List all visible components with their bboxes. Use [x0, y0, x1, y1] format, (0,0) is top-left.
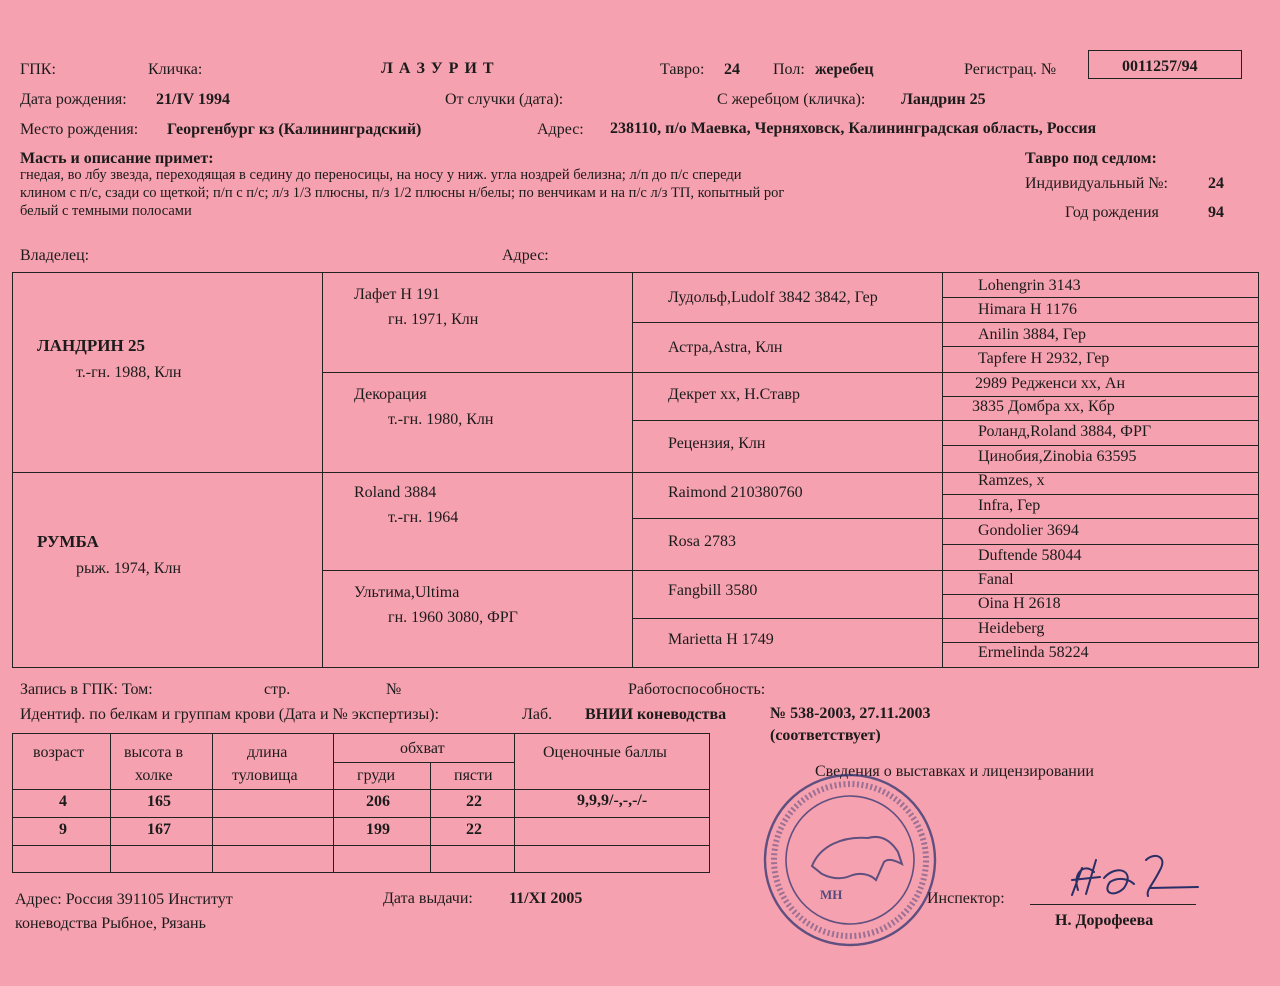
gen4-name: Himara H 1176 — [978, 301, 1077, 318]
horse-name: Л А З У Р И Т — [381, 60, 495, 77]
cell-height: 167 — [147, 821, 171, 838]
expertise-number: № 538-2003, 27.11.2003 — [770, 705, 931, 722]
breeding-date-label: От случки (дата): — [445, 91, 564, 108]
gen3-name: Fangbill 3580 — [668, 582, 758, 599]
gpk-record-label: Запись в ГПК: Том: — [20, 681, 153, 698]
measurements-divider — [12, 789, 710, 790]
pedigree-divider — [322, 272, 323, 668]
address-label: Адрес: — [537, 121, 584, 138]
issue-date: 11/XI 2005 — [509, 890, 583, 907]
gen2-info: гн. 1971, Клн — [388, 311, 479, 328]
pedigree-divider — [942, 642, 1259, 643]
measurements-divider — [333, 762, 514, 763]
signature-line — [1030, 904, 1196, 905]
pedigree-divider — [942, 346, 1259, 347]
owner-label: Владелец: — [20, 247, 90, 264]
issue-date-label: Дата выдачи: — [383, 890, 473, 907]
measurements-divider — [12, 845, 710, 846]
birth-year: 94 — [1208, 204, 1224, 221]
description-title: Масть и описание примет: — [20, 150, 214, 167]
cell-score: 9,9,9/-,-,-/- — [577, 792, 648, 809]
gen4-name: 2989 Редженси хх, Ан — [975, 375, 1126, 392]
pedigree-divider — [322, 570, 1259, 571]
measurements-divider — [12, 817, 710, 818]
cell-age: 9 — [59, 821, 67, 838]
gen3-name: Marietta H 1749 — [668, 631, 774, 648]
individual-number: 24 — [1208, 175, 1224, 192]
gen4-name: Heideberg — [978, 620, 1045, 637]
description-line: белый с темными полосами — [20, 203, 192, 219]
shows-title: Сведения о выставках и лицензировании — [815, 763, 1094, 780]
gen4-name: Lohengrin 3143 — [978, 277, 1081, 294]
column-height: высота в — [124, 744, 184, 761]
pedigree-divider — [632, 420, 1259, 421]
cell-chest: 206 — [366, 793, 390, 810]
birthplace: Георгенбург кз (Калининградский) — [167, 121, 422, 138]
page-label: стр. — [264, 681, 291, 698]
measurements-divider — [110, 733, 111, 873]
description-line: клином с п/с, сзади со щеткой; п/п с п/с; л/з 1/3 плюсны, п/з 1/2 плюсны н/белы; по венчикам и на п/с л/з ТП, копытный рог — [20, 185, 785, 201]
cell-height: 165 — [147, 793, 171, 810]
brand-value: 24 — [724, 61, 740, 78]
pedigree-divider — [942, 544, 1259, 545]
individual-number-label: Индивидуальный №: — [1025, 175, 1168, 192]
birth-date: 21/IV 1994 — [156, 91, 230, 108]
gen4-name: 3835 Домбра хх, Кбр — [972, 398, 1115, 415]
institute-address-line: коневодства Рыбное, Рязань — [15, 915, 206, 932]
institute-stamp — [741, 751, 959, 969]
stallion-name: Ландрин 25 — [901, 91, 986, 108]
pedigree-divider — [942, 445, 1259, 446]
expertise-result: (соответствует) — [770, 727, 881, 744]
registration-number: 0011257/94 — [1122, 58, 1198, 75]
pedigree-divider — [632, 618, 1259, 619]
gen4-name: Ramzes, x — [978, 472, 1045, 489]
number-label: № — [386, 681, 402, 698]
sire-info: т.-гн. 1988, Клн — [76, 364, 182, 381]
gen2-name: Ультима,Ultima — [354, 584, 460, 601]
birth-year-label: Год рождения — [1065, 204, 1159, 221]
pedigree-divider — [632, 322, 1259, 323]
gen3-name: Рецензия, Клн — [668, 435, 766, 452]
name-label: Кличка: — [148, 61, 203, 78]
column-length: длина — [247, 744, 288, 761]
gen4-name: Роланд,Roland 3884, ФРГ — [978, 423, 1152, 440]
measurements-divider — [514, 733, 515, 873]
pedigree-divider — [12, 472, 1259, 473]
cell-chest: 199 — [366, 821, 390, 838]
saddle-brand-title: Тавро под седлом: — [1025, 150, 1157, 167]
dam-info: рыж. 1974, Клн — [76, 560, 182, 577]
pedigree-divider — [942, 297, 1259, 298]
inspector-signature — [1072, 856, 1198, 896]
institute-address-line: Адрес: Россия 391105 Институт — [15, 891, 233, 908]
gen3-name: Лудольф,Ludolf 3842 3842, Гер — [668, 289, 878, 306]
stallion-label: С жеребцом (кличка): — [717, 91, 866, 108]
pedigree-divider — [632, 272, 633, 668]
description-line: гнедая, во лбу звезда, переходящая в седину до переносицы, на носу у ниж. угла ноздрей белизна; л/п до п/с спереди — [20, 167, 742, 183]
gen4-name: Tapfere H 2932, Гер — [978, 350, 1110, 367]
column-height: холке — [135, 767, 173, 784]
pedigree-divider — [322, 372, 1259, 373]
registration-label: Регистрац. № — [964, 61, 1057, 78]
performance-label: Работоспособность: — [628, 681, 766, 698]
birthplace-label: Место рождения: — [20, 121, 139, 138]
gen3-name: Астра,Astra, Клн — [668, 339, 783, 356]
column-age: возраст — [33, 744, 84, 761]
lab-label: Лаб. — [522, 706, 553, 723]
inspector-label: Инспектор: — [927, 890, 1005, 907]
gen3-name: Rosa 2783 — [668, 533, 736, 550]
column-cannon: пясти — [454, 767, 493, 784]
gen2-name: Лафет Н 191 — [354, 286, 440, 303]
cell-cannon: 22 — [466, 821, 482, 838]
pedigree-divider — [942, 494, 1259, 495]
lab-name: ВНИИ коневодства — [585, 706, 727, 723]
column-score: Оценочные баллы — [543, 744, 667, 761]
inspector-name: Н. Дорофеева — [1055, 912, 1154, 929]
column-girth: обхват — [400, 740, 445, 757]
column-length: туловища — [232, 767, 298, 784]
gen4-name: Цинобия,Zinobia 63595 — [978, 448, 1137, 465]
gen2-info: т.-гн. 1980, Клн — [388, 411, 494, 428]
cell-age: 4 — [59, 793, 67, 810]
pedigree-divider — [942, 272, 943, 668]
gen3-name: Raimond 210380760 — [668, 484, 803, 501]
dam-name: РУМБА — [37, 532, 99, 551]
gen4-name: Infra, Гер — [978, 497, 1041, 514]
sex-label: Пол: — [773, 61, 805, 78]
gen4-name: Ermelinda 58224 — [978, 644, 1089, 661]
gen2-name: Roland 3884 — [354, 484, 437, 501]
cell-cannon: 22 — [466, 793, 482, 810]
column-chest: груди — [357, 767, 396, 784]
gen3-name: Декрет хх, Н.Ставр — [668, 386, 800, 403]
measurements-divider — [333, 733, 334, 873]
gpk-label: ГПК: — [20, 61, 56, 78]
gen2-info: т.-гн. 1964 — [388, 509, 459, 526]
sex-value: жеребец — [815, 61, 874, 78]
pedigree-divider — [632, 518, 1259, 519]
gen4-name: Oina H 2618 — [978, 595, 1061, 612]
gen2-name: Декорация — [354, 386, 427, 403]
gen4-name: Anilin 3884, Гер — [978, 326, 1087, 343]
measurements-divider — [212, 733, 213, 873]
gen2-info: гн. 1960 3080, ФРГ — [388, 609, 518, 626]
birth-date-label: Дата рождения: — [20, 91, 127, 108]
pedigree-divider — [942, 396, 1259, 397]
breeder-address: 238110, п/о Маевка, Черняховск, Калининградская область, Россия — [610, 120, 1097, 137]
owner-address-label: Адрес: — [502, 247, 549, 264]
brand-label: Тавро: — [660, 61, 705, 78]
stamp-initials: МН — [820, 887, 843, 902]
gen4-name: Fanal — [978, 571, 1014, 588]
sire-name: ЛАНДРИН 25 — [37, 336, 145, 355]
stamp-horse-emblem — [812, 837, 902, 880]
identification-label: Идентиф. по белкам и группам крови (Дата и № экспертизы): — [20, 706, 440, 723]
gen4-name: Gondolier 3694 — [978, 522, 1079, 539]
gen4-name: Duftende 58044 — [978, 547, 1082, 564]
